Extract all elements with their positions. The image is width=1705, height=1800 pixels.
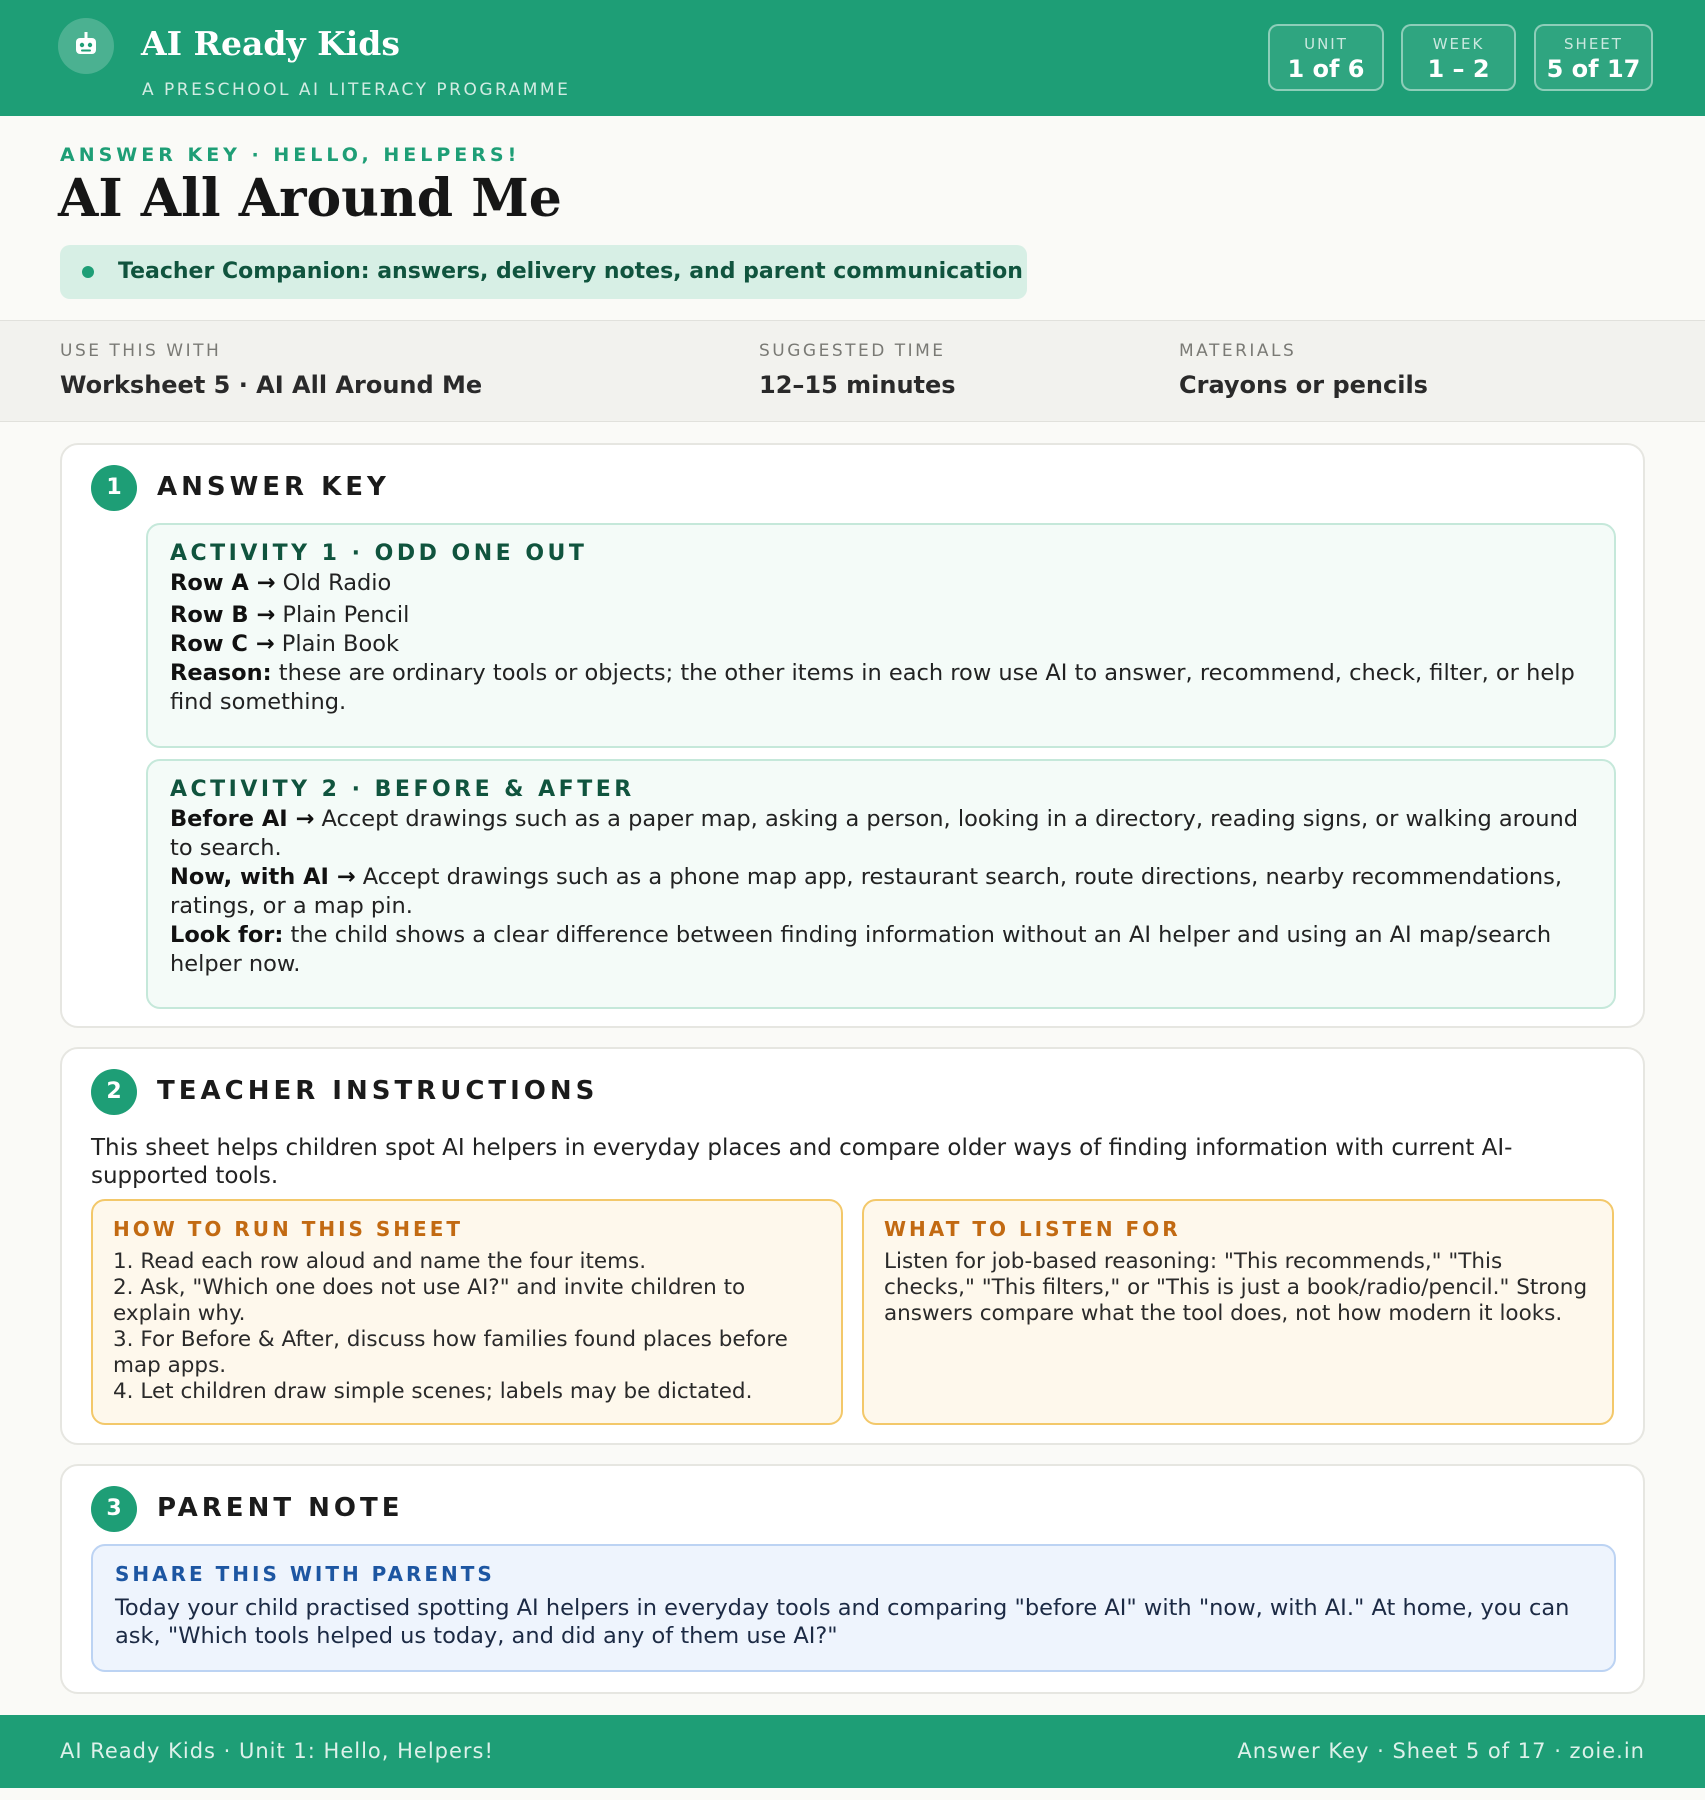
teacher-instructions-section	[60, 1047, 1645, 1445]
time-value: 12–15 minutes	[759, 371, 956, 399]
brand-subtitle: A PRESCHOOL AI LITERACY PROGRAMME	[142, 80, 571, 100]
activity-title: ACTIVITY 2 · BEFORE & AFTER	[170, 777, 635, 802]
week-badge	[1401, 24, 1516, 91]
answer-line	[170, 921, 1592, 979]
materials-field	[1179, 341, 1428, 399]
brand-title: AI Ready Kids	[141, 24, 400, 63]
header-bar	[0, 0, 1705, 116]
step-item: 3. For Before & After, discuss how families found places before map apps.	[113, 1327, 788, 1378]
line-text: Accept drawings such as a phone map app, restaurant search, route directions, nearby recommendations, ratings, or a map pin.	[170, 864, 1563, 919]
use-with-label: USE THIS WITH	[60, 341, 222, 361]
activity-1-card	[146, 523, 1616, 748]
section-title: ANSWER KEY	[157, 472, 390, 502]
footer-left: AI Ready Kids · Unit 1: Hello, Helpers!	[60, 1739, 494, 1763]
sheet-badge	[1534, 24, 1653, 91]
page-title: AI All Around Me	[58, 168, 562, 229]
row-answer: Plain Pencil	[282, 602, 410, 628]
share-with-parents-card	[91, 1544, 1616, 1672]
week-badge-value: 1 – 2	[1427, 55, 1490, 83]
unit-badge	[1268, 24, 1384, 91]
line-label: Look for:	[170, 922, 284, 948]
answer-key-section	[60, 443, 1645, 1028]
use-with-field	[60, 341, 482, 399]
activity-title: ACTIVITY 1 · ODD ONE OUT	[170, 541, 588, 566]
reason-line	[170, 659, 1592, 717]
row-label: Row A →	[170, 570, 276, 596]
sheet-badge-label: SHEET	[1564, 35, 1623, 53]
share-title: SHARE THIS WITH PARENTS	[115, 1562, 495, 1586]
listen-for-title: WHAT TO LISTEN FOR	[884, 1217, 1181, 1241]
materials-value: Crayons or pencils	[1179, 371, 1428, 399]
line-text: the child shows a clear difference between finding information without an AI helper and using an AI map/search helper now.	[170, 922, 1552, 977]
section-intro: This sheet helps children spot AI helpers in everyday places and compare older ways of finding information with current AI-supported tools.	[91, 1135, 1513, 1189]
activity-2-card	[146, 759, 1616, 1009]
how-to-run-card	[91, 1199, 843, 1425]
section-number: 3	[91, 1486, 137, 1532]
answer-row	[170, 601, 1592, 630]
materials-label: MATERIALS	[1179, 341, 1297, 361]
row-answer: Plain Book	[281, 631, 400, 657]
reason-label: Reason:	[170, 660, 272, 686]
info-strip	[0, 320, 1705, 422]
unit-badge-value: 1 of 6	[1287, 55, 1365, 83]
status-dot-icon	[82, 266, 94, 278]
line-text: Accept drawings such as a paper map, asking a person, looking in a directory, reading signs, or walking around to search.	[170, 806, 1579, 861]
use-with-value: Worksheet 5 · AI All Around Me	[60, 371, 483, 399]
companion-pill-text: Teacher Companion: answers, delivery notes, and parent communication	[118, 259, 1023, 284]
page-kicker: ANSWER KEY · HELLO, HELPERS!	[60, 144, 521, 166]
section-title: PARENT NOTE	[157, 1493, 404, 1523]
footer-right: Answer Key · Sheet 5 of 17 · zoie.in	[1237, 1739, 1645, 1763]
row-answer: Old Radio	[282, 570, 392, 596]
section-number: 1	[91, 465, 137, 511]
time-field	[759, 341, 956, 399]
section-title: TEACHER INSTRUCTIONS	[157, 1076, 599, 1106]
how-to-run-title: HOW TO RUN THIS SHEET	[113, 1217, 464, 1241]
line-label: Now, with AI →	[170, 864, 356, 890]
section-number: 2	[91, 1069, 137, 1115]
listen-for-text: Listen for job-based reasoning: "This recommends," "This checks," "This filters," or "This is just a book/radio/pencil." Strong answers compare what the tool does, not how modern it looks.	[884, 1249, 1588, 1326]
footer-bar	[0, 1715, 1705, 1788]
row-label: Row B →	[170, 602, 276, 628]
answer-row	[170, 569, 1592, 598]
step-item: 2. Ask, "Which one does not use AI?" and invite children to explain why.	[113, 1275, 746, 1326]
share-text: Today your child practised spotting AI helpers in everyday tools and comparing "before AI" with "now, with AI." At home, you can ask, "Which tools helped us today, and did any of them use AI?"	[115, 1595, 1570, 1649]
answer-line	[170, 805, 1592, 863]
companion-pill	[60, 245, 1027, 299]
logo	[58, 18, 114, 74]
row-label: Row C →	[170, 631, 275, 657]
step-item: 1. Read each row aloud and name the four items.	[113, 1249, 647, 1274]
listen-for-card	[862, 1199, 1614, 1425]
answer-row	[170, 630, 1592, 659]
time-label: SUGGESTED TIME	[759, 341, 946, 361]
unit-badge-label: UNIT	[1304, 35, 1348, 53]
sheet-badge-value: 5 of 17	[1546, 55, 1641, 83]
how-to-run-steps	[113, 1249, 821, 1405]
answer-line	[170, 863, 1592, 921]
reason-text: these are ordinary tools or objects; the other items in each row use AI to answer, recommend, check, filter, or help find something.	[170, 660, 1575, 715]
week-badge-label: WEEK	[1432, 35, 1485, 53]
line-label: Before AI →	[170, 806, 315, 832]
parent-note-section	[60, 1464, 1645, 1694]
step-item: 4. Let children draw simple scenes; labels may be dictated.	[113, 1379, 753, 1404]
